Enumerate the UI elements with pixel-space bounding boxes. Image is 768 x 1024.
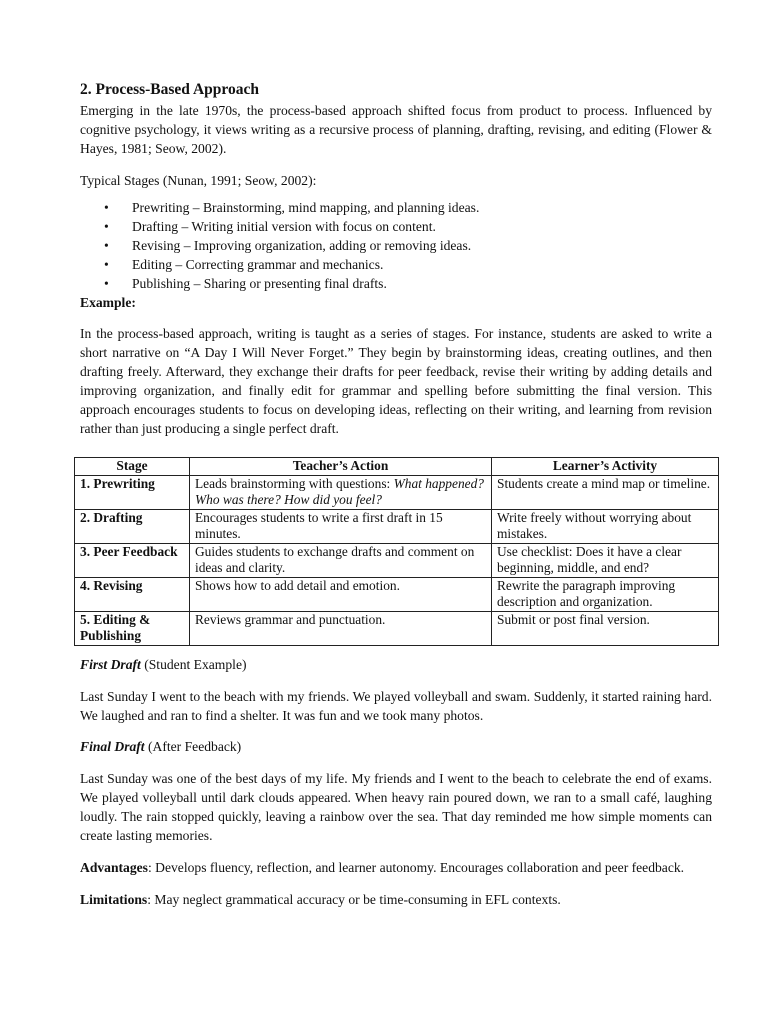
header-teacher-action: Teacher’s Action — [190, 458, 492, 476]
stage-cell: 1. Prewriting — [75, 475, 190, 509]
header-learner-activity: Learner’s Activity — [492, 458, 719, 476]
stages-intro: Typical Stages (Nunan, 1991; Seow, 2002): — [80, 173, 317, 188]
stage-cell: 2. Drafting — [75, 509, 190, 543]
teacher-action-cell: Encourages students to write a first draft in 15 minutes. — [190, 509, 492, 543]
table-row — [75, 509, 719, 543]
bullet-icon: • — [104, 200, 109, 215]
stage-item-editing: • Editing – Correcting grammar and mechanics. — [104, 257, 384, 272]
stages-table — [74, 457, 719, 646]
first-draft-section — [80, 655, 712, 725]
teacher-action-cell: Leads brainstorming with questions: What happened? Who was there? How did you feel? — [190, 475, 492, 509]
stages-list — [80, 198, 712, 293]
stage-item-prewriting: • Prewriting – Brainstorming, mind mapping, and planning ideas. — [104, 200, 480, 215]
limitations-text: Limitations: May neglect grammatical accuracy or be time-consuming in EFL contexts. — [80, 892, 561, 907]
bullet-icon: • — [104, 238, 109, 253]
bullet-icon: • — [104, 257, 109, 272]
advantages-section — [80, 858, 712, 877]
teacher-action-cell: Shows how to add detail and emotion. — [190, 577, 492, 611]
first-draft-heading: First Draft (Student Example) — [80, 657, 247, 672]
example-label: Example: — [80, 295, 136, 310]
table-header-row — [75, 458, 719, 476]
final-draft-text: Last Sunday was one of the best days of my life. My friends and I went to the beach to celebrate the end of exams. We played volleyball until dark clouds appeared. When heavy rain poured down, we ran to a small café, laughing loudly. The rain stopped quickly, leaving a rainbow over the sea. That day reminded me how simple moments can create lasting memories. — [80, 771, 712, 843]
intro-paragraph: Emerging in the late 1970s, the process-based approach shifted focus from product to process. Influenced by cognitive psychology, it views writing as a recursive process of planning, drafting, revising, and editing (Flower & Hayes, 1981; Seow, 2002). — [80, 103, 712, 156]
stage-item-revising: • Revising – Improving organization, adding or removing ideas. — [104, 238, 472, 253]
table-row — [75, 475, 719, 509]
table-row — [75, 543, 719, 577]
section-heading: 2. Process-Based Approach — [80, 81, 259, 98]
table-row — [75, 611, 719, 645]
learner-activity-cell: Students create a mind map or timeline. — [492, 475, 719, 509]
stage-item-publishing: • Publishing – Sharing or presenting final drafts. — [104, 276, 387, 291]
table-row — [75, 577, 719, 611]
stage-cell: 4. Revising — [75, 577, 190, 611]
learner-activity-cell: Use checklist: Does it have a clear beginning, middle, and end? — [492, 543, 719, 577]
learner-activity-cell: Write freely without worrying about mistakes. — [492, 509, 719, 543]
final-draft-section — [80, 737, 712, 845]
bullet-icon: • — [104, 276, 109, 291]
stage-item-drafting: • Drafting – Writing initial version with focus on content. — [104, 219, 436, 234]
teacher-action-cell: Guides students to exchange drafts and comment on ideas and clarity. — [190, 543, 492, 577]
stage-cell: 5. Editing & Publishing — [75, 611, 190, 645]
learner-activity-cell: Submit or post final version. — [492, 611, 719, 645]
bullet-icon: • — [104, 219, 109, 234]
first-draft-text: Last Sunday I went to the beach with my friends. We played volleyball and swam. Suddenly, it started raining hard. We laughed and ran to find a shelter. It was fun and we took many photos. — [80, 689, 712, 723]
advantages-text: Advantages: Develops fluency, reflection, and learner autonomy. Encourages collaboration and peer feedback. — [80, 860, 685, 875]
final-draft-heading: Final Draft (After Feedback) — [80, 739, 242, 754]
teacher-action-cell: Reviews grammar and punctuation. — [190, 611, 492, 645]
learner-activity-cell: Rewrite the paragraph improving description and organization. — [492, 577, 719, 611]
stage-cell: 3. Peer Feedback — [75, 543, 190, 577]
header-stage: Stage — [75, 458, 190, 476]
document-page — [80, 80, 712, 438]
example-paragraph: In the process-based approach, writing is taught as a series of stages. For instance, students are asked to write a short narrative on “A Day I Will Never Forget.” They begin by brainstorming ideas, creating outlines, and then drafting freely. Afterward, they exchange their drafts for peer feedback, revise their writing by adding details and improving organization, and finally edit for grammar and spelling before submitting the final version. This approach encourages students to focus on developing ideas, reflecting on their writing, and learning from revision rather than just producing a single perfect draft. — [80, 326, 712, 436]
limitations-section — [80, 890, 712, 909]
